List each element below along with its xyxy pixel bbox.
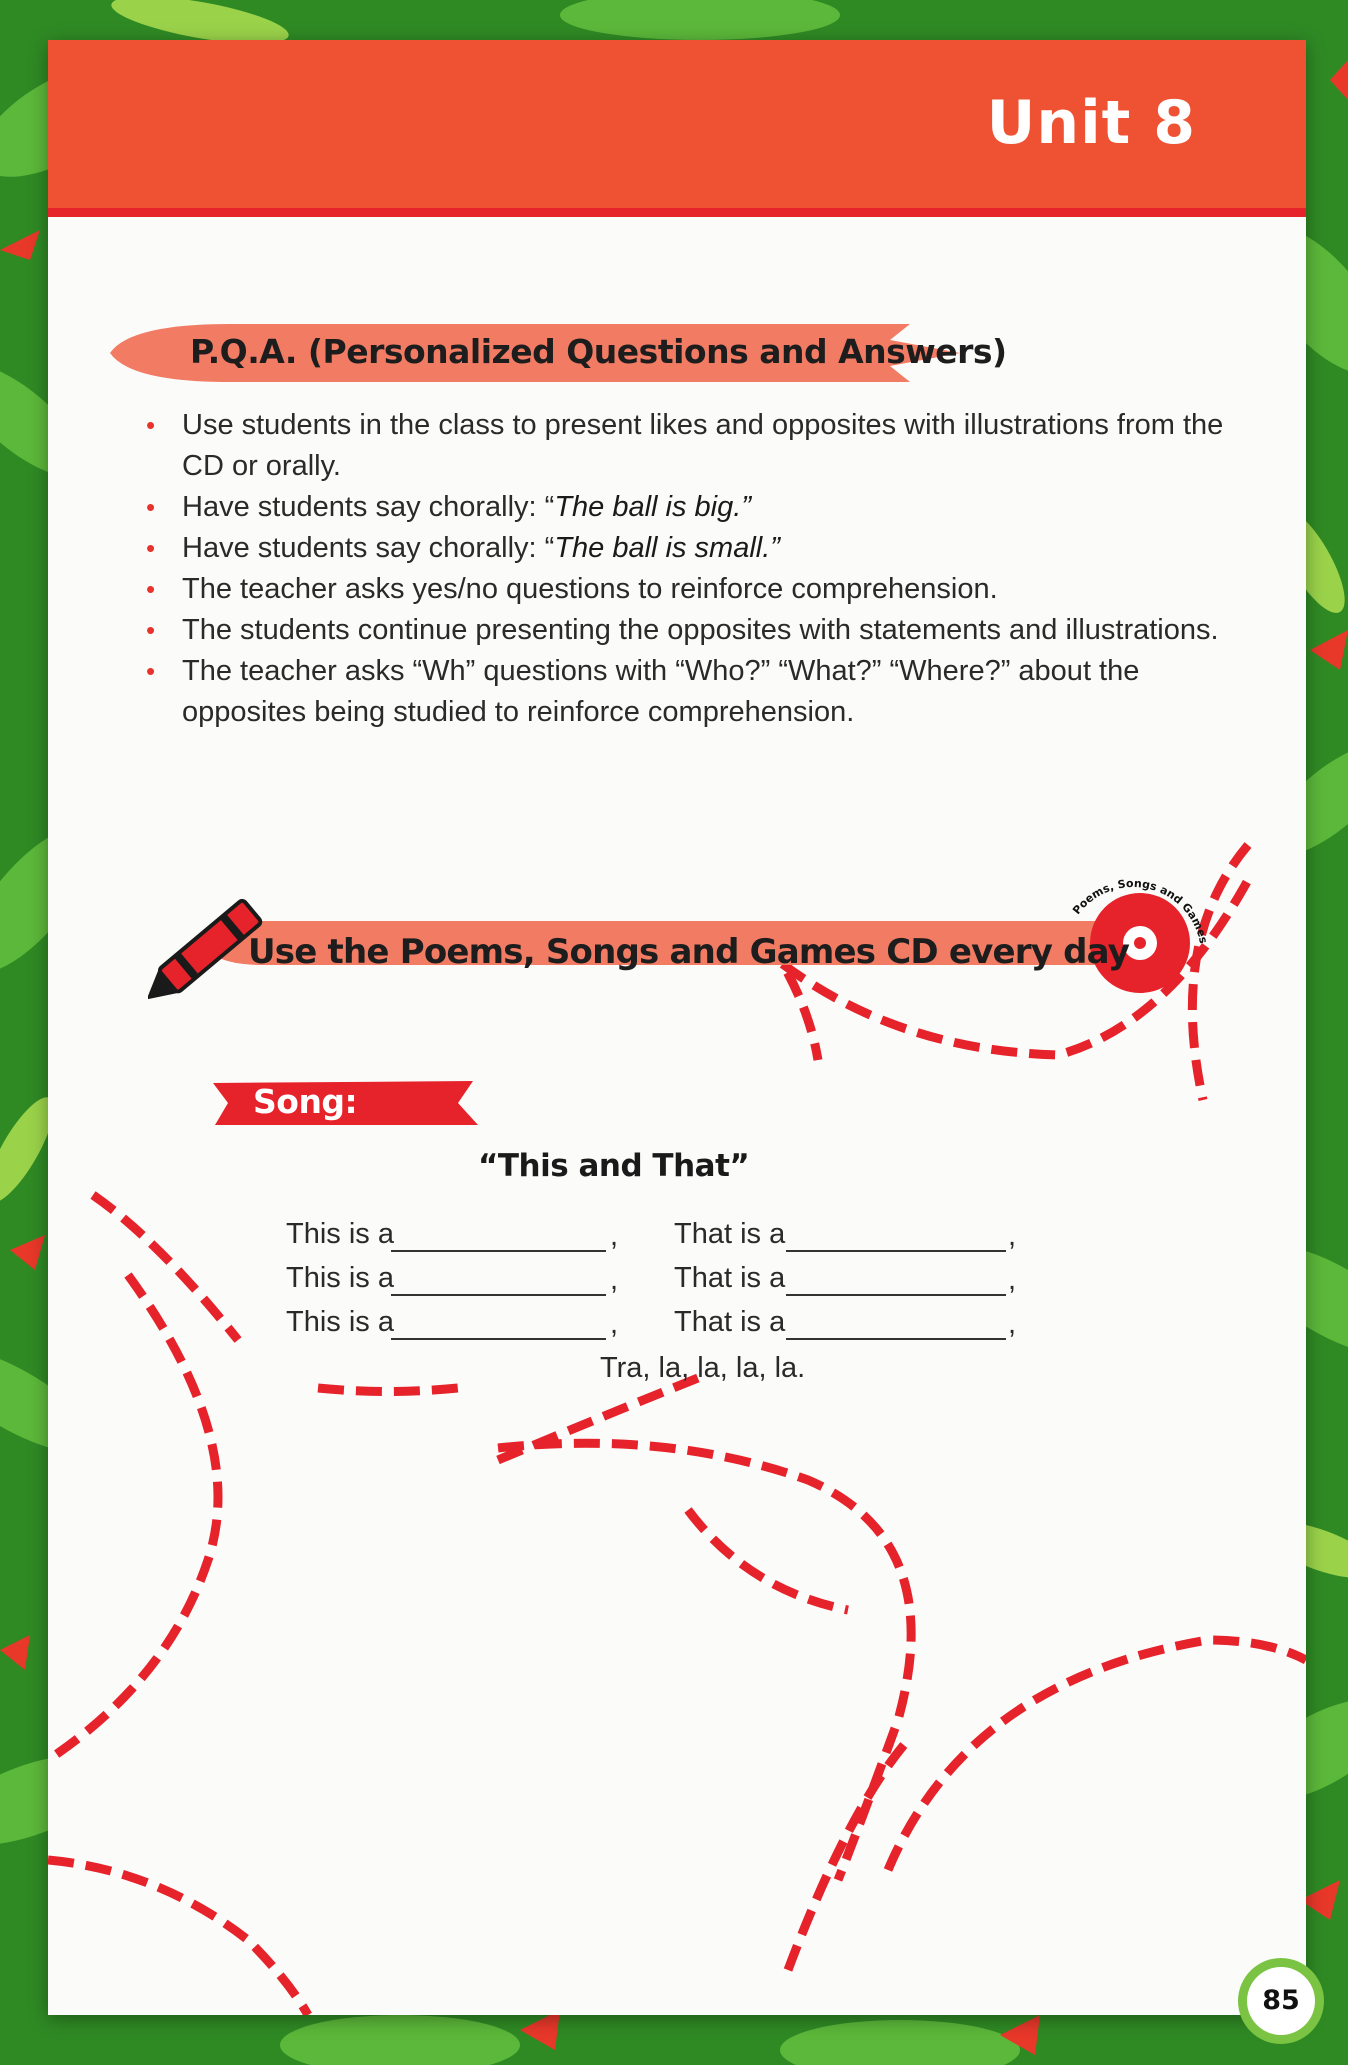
bullet-item: • The teacher asks yes/no questions to reinforce comprehension. xyxy=(140,569,1250,610)
fill-in-blank[interactable] xyxy=(786,1250,1006,1252)
bullet-item: • Use students in the class to present likes and opposites with illustrations from the CD or orally. xyxy=(140,405,1250,487)
bullet-item: • The teacher asks “Wh” questions with “Who?” “What?” “Where?” about the opposites being studied to reinforce comprehension. xyxy=(140,651,1250,733)
page-number: 85 xyxy=(1247,1967,1315,2035)
fill-in-blank[interactable] xyxy=(786,1294,1006,1296)
lyric-line: This is a , That is a , xyxy=(286,1306,1017,1340)
song-tag-label: Song: xyxy=(253,1082,358,1121)
page-number-badge xyxy=(1238,1958,1324,2044)
bullet-dot-icon: • xyxy=(146,615,156,645)
unit-title: Unit 8 xyxy=(986,88,1196,158)
lyric-this-is-a: This is a xyxy=(286,1306,394,1338)
pqa-heading-banner xyxy=(110,320,1007,386)
header-band xyxy=(48,40,1306,217)
lyric-this-is-a: This is a xyxy=(286,1262,394,1294)
lyric-line: This is a , That is a , xyxy=(286,1218,1017,1252)
lyric-this-is-a: This is a xyxy=(286,1218,394,1250)
workbook-page xyxy=(48,40,1306,2015)
lyric-that-is-a: That is a xyxy=(674,1262,786,1294)
bullet-item: • Have students say chorally: “The ball is big.” xyxy=(140,487,1250,528)
lyric-that-is-a: That is a xyxy=(674,1306,786,1338)
pqa-heading: P.Q.A. (Personalized Questions and Answers) xyxy=(190,332,1007,371)
fill-in-blank[interactable] xyxy=(391,1338,606,1340)
bullet-dot-icon: • xyxy=(146,574,156,604)
cd-disc-label: Poems, Songs and Games xyxy=(1070,876,1210,945)
cd-banner-text: Use the Poems, Songs and Games CD every day xyxy=(248,932,1130,972)
bullet-item: • The students continue presenting the opposites with statements and illustrations. xyxy=(140,610,1250,651)
bullet-dot-icon: • xyxy=(146,492,156,522)
song-title: “This and That” xyxy=(478,1148,750,1184)
pqa-bullet-list xyxy=(140,405,1250,733)
song-refrain: Tra, la, la, la, la. xyxy=(600,1352,806,1384)
bullet-dot-icon: • xyxy=(146,533,156,563)
lyric-that-is-a: That is a xyxy=(674,1218,786,1250)
fill-in-blank[interactable] xyxy=(391,1294,606,1296)
fill-in-blank[interactable] xyxy=(391,1250,606,1252)
fill-in-blank[interactable] xyxy=(786,1338,1006,1340)
bullet-dot-icon: • xyxy=(146,410,156,440)
bullet-dot-icon: • xyxy=(146,656,156,686)
bullet-item: • Have students say chorally: “The ball is small.” xyxy=(140,528,1250,569)
lyric-line: This is a , That is a , xyxy=(286,1262,1017,1296)
